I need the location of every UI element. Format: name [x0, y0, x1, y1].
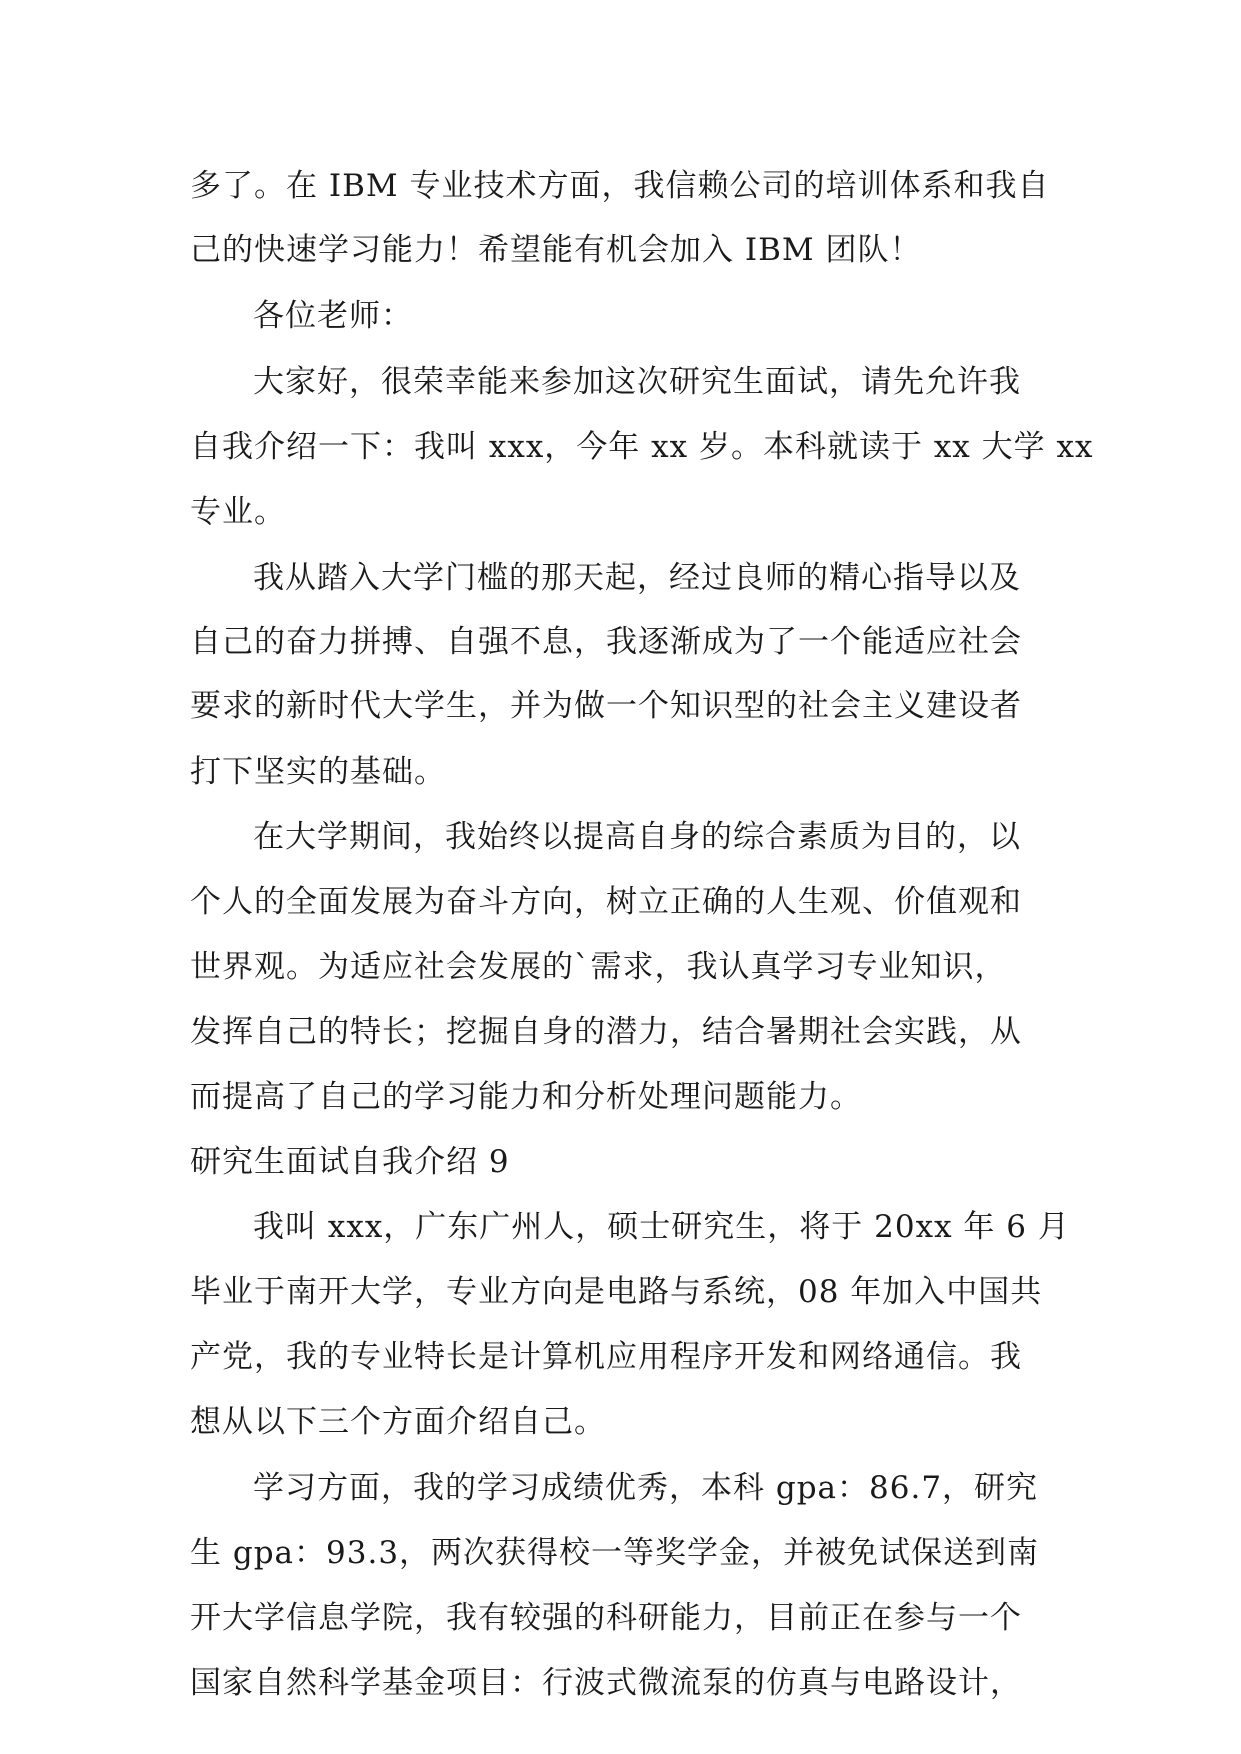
- text-line: 打下坚实的基础。: [190, 754, 446, 790]
- text-line: 发挥自己的特长；挖掘自身的潜力，结合暑期社会实践，从: [190, 1014, 1022, 1050]
- paragraph-start: 学习方面，我的学习成绩优秀，本科 gpa：86.7，研究: [253, 1470, 1039, 1506]
- text-line: 国家自然科学基金项目：行波式微流泵的仿真与电路设计，: [190, 1665, 1022, 1701]
- text-line: 毕业于南开大学，专业方向是电路与系统，08 年加入中国共: [190, 1274, 1043, 1310]
- text-line: 而提高了自己的学习能力和分析处理问题能力。: [190, 1079, 862, 1115]
- text-line: 自我介绍一下：我叫 xxx，今年 xx 岁。本科就读于 xx 大学 xx: [190, 429, 1094, 465]
- salutation: 各位老师：: [253, 298, 413, 334]
- text-line: 多了。在 IBM 专业技术方面，我信赖公司的培训体系和我自: [190, 168, 1050, 204]
- text-line: 个人的全面发展为奋斗方向，树立正确的人生观、价值观和: [190, 884, 1022, 920]
- text-line: 专业。: [190, 494, 286, 530]
- paragraph-start: 大家好，很荣幸能来参加这次研究生面试，请先允许我: [253, 364, 1021, 400]
- text-line: 自己的奋力拼搏、自强不息，我逐渐成为了一个能适应社会: [190, 624, 1022, 660]
- text-line: 世界观。为适应社会发展的`需求，我认真学习专业知识，: [190, 949, 1007, 985]
- text-line: 生 gpa：93.3，两次获得校一等奖学金，并被免试保送到南: [190, 1535, 1040, 1571]
- text-line: 己的快速学习能力！希望能有机会加入 IBM 团队！: [190, 232, 922, 268]
- section-heading: 研究生面试自我介绍 9: [190, 1144, 510, 1180]
- text-line: 产党，我的专业特长是计算机应用程序开发和网络通信。我: [190, 1339, 1022, 1375]
- text-line: 想从以下三个方面介绍自己。: [190, 1404, 606, 1440]
- paragraph-start: 我从踏入大学门槛的那天起，经过良师的精心指导以及: [253, 560, 1021, 596]
- paragraph-start: 我叫 xxx，广东广州人，硕士研究生，将于 20xx 年 6 月: [253, 1209, 1070, 1245]
- paragraph-start: 在大学期间，我始终以提高自身的综合素质为目的，以: [253, 819, 1021, 855]
- text-line: 要求的新时代大学生，并为做一个知识型的社会主义建设者: [190, 688, 1022, 724]
- text-line: 开大学信息学院，我有较强的科研能力，目前正在参与一个: [190, 1600, 1022, 1636]
